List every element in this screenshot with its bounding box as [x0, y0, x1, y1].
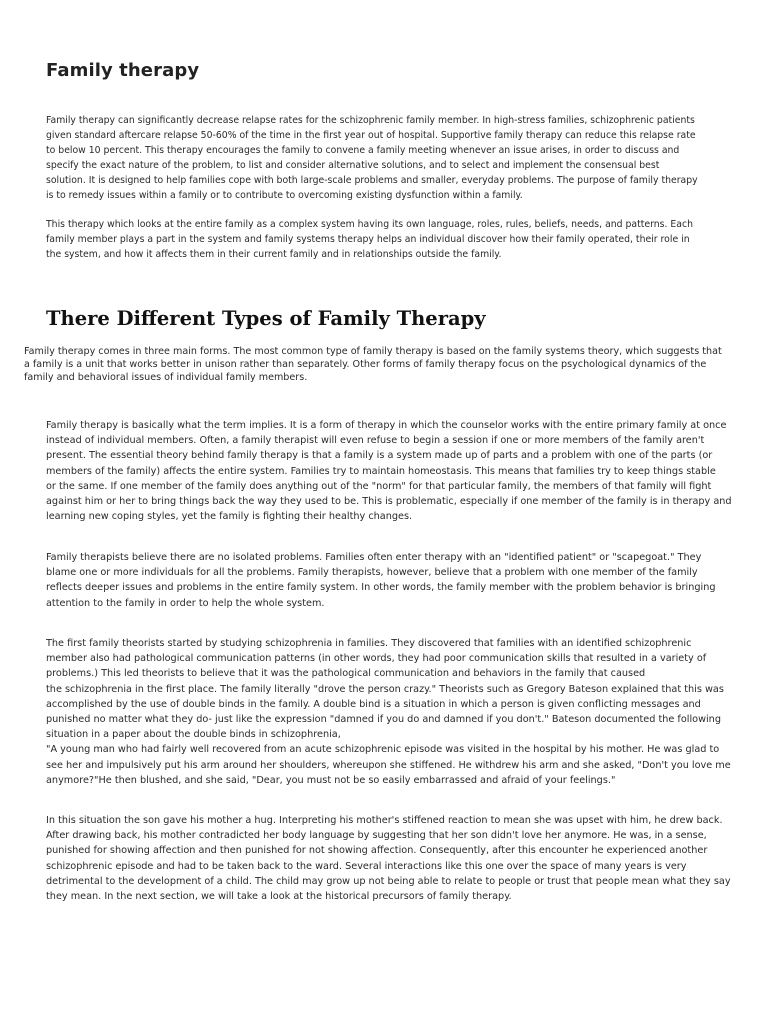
- section-heading: There Different Types of Family Therapy: [46, 307, 486, 330]
- paragraph-no-isolated-problems: Family therapists believe there are no isolated problems. Families often enter therapy with an "identified patient" or "scapegoat." They blame one or more individuals for all the problems. Family therapists, however, believe that a problem with one member of the family reflects deeper issues and problems in the entire family system. In other words, the family member with the problem behavior is bringing attention to the family in order to help the whole system.: [46, 552, 716, 609]
- paragraph-three-forms: Family therapy comes in three main forms. The most common type of family therapy is based on the family systems theory, which suggests that a family is a unit that works better in unison rather than separately. Other forms of family therapy focus on the psychological dynamics of the family and behavioral issues of individual family members.: [24, 346, 722, 384]
- paragraph-term-implies: Family therapy is basically what the term implies. It is a form of therapy in which the counselor works with the entire primary family at once instead of individual members. Often, a family therapist will even refuse to begin a session if one or more members of the family aren't present. The essential theory behind family therapy is that a family is a system made up of parts and a problem with one of the parts (or members of the family) affects the entire system. Families try to maintain homeostasis. This means that families try to keep things stable or the same. If one member of the family does anything out of the "norm" for that particular family, the members of that family will fight against him or her to bring things back the way they used to be. This is problematic, especially if one member of the family is in therapy and learning new coping styles, yet the family is fighting their healthy changes.: [46, 420, 732, 523]
- paragraph-relapse-rates: Family therapy can significantly decrease relapse rates for the schizophrenic family member. In high-stress families, schizophrenic patients given standard aftercare relapse 50-60% of the time in the first year out of hospital. Supportive family therapy can reduce this relapse rate to below 10 percent. This therapy encourages the family to convene a family meeting whenever an issue arises, in order to discuss and specify the exact nature of the problem, to list and consider alternative solutions, and to select and implement the consensual best solution. It is designed to help families cope with both large-scale problems and smaller, everyday problems. The purpose of family therapy is to remedy issues within a family or to contribute to overcoming existing dysfunction within a family.: [46, 115, 698, 202]
- paragraph-family-system: This therapy which looks at the entire family as a complex system having its own language, roles, rules, beliefs, needs, and patterns. Each family member plays a part in the system and family systems therapy helps an individual discover how their family operated, their role in the system, and how it affects them in their current family and in relationships outside the family.: [46, 219, 694, 261]
- paragraph-son-hug: In this situation the son gave his mother a hug. Interpreting his mother's stiffened reaction to mean she was upset with him, he drew back. After drawing back, his mother contradicted her body language by suggesting that her son didn't love her anymore. He was, in a sense, punished for showing affection and then punished for not showing affection. Consequently, after this encounter he experienced another schizophrenic episode and had to be taken back to the ward. Several interactions like this one over the space of many years is very detrimental to the development of a child. The child may grow up not being able to relate to people or trust that people mean what they say they mean. In the next section, we will take a look at the historical precursors of family therapy.: [46, 815, 731, 903]
- page-title: Family therapy: [46, 60, 200, 81]
- paragraph-first-theorists: The first family theorists started by studying schizophrenia in families. They discovered that families with an identified schizophrenic member also had pathological communication patterns (in other words, they had poor communication skills that resulted in a variety of problems.) This led theorists to believe that it was the pathological communication and behaviors in the family that caused the schizophrenia in the first place. The family literally "drove the person crazy." Theorists such as Gregory Bateson explained that this was accomplished by the use of double binds in the family. A double bind is a situation in which a person is given conflicting messages and punished no matter what they do- just like the expression "damned if you do and damned if you don't." Bateson documented the following situation in a paper about the double binds in schizophrenia, "A young man who had fairly well recovered from an acute schizophrenic episode was visited in the hospital by his mother. He was glad to see her and impulsively put his arm around her shoulders, whereupon she stiffened. He withdrew his arm and she asked, "Don't you love me anymore?"He then blushed, and she said, "Dear, you must not be so easily embarrassed and afraid of your feelings.": [46, 638, 731, 786]
